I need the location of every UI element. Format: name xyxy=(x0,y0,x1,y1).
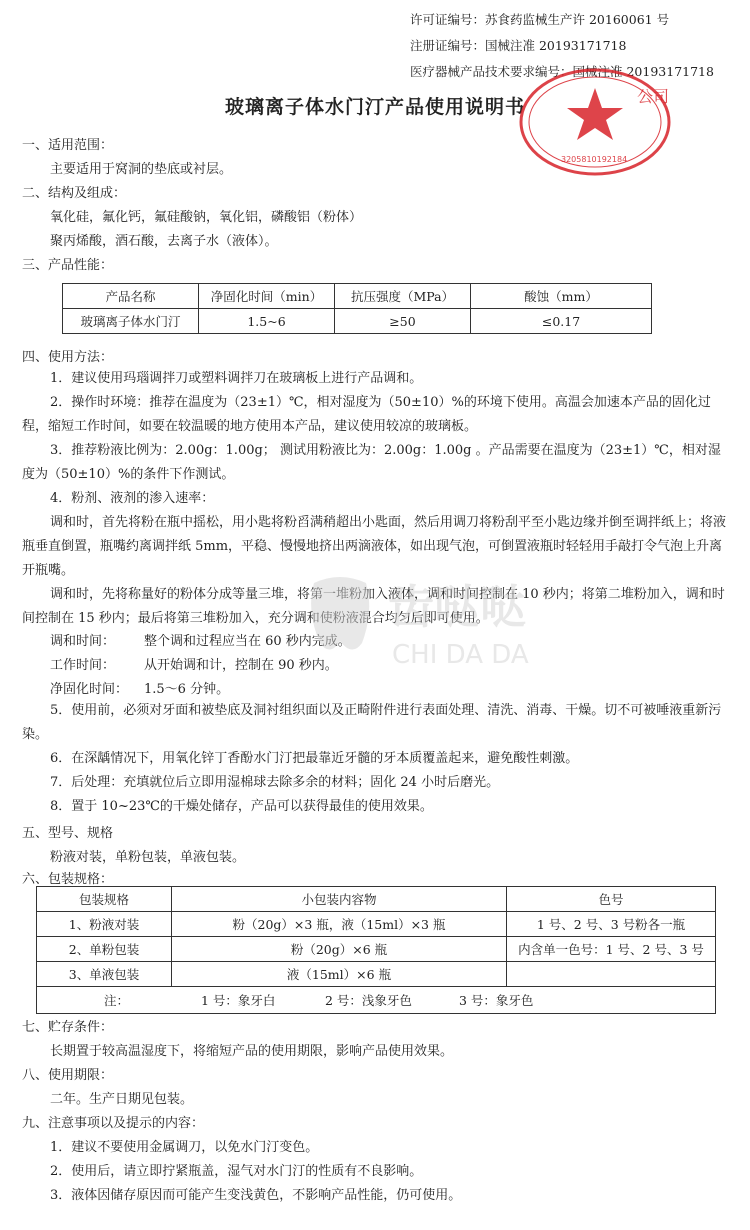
method-step-6: 6．在深龋情况下，用氧化锌丁香酚水门汀把最靠近牙髓的牙本质覆盖起来，避免酸性刺激。 xyxy=(50,751,579,766)
notice-1: 1．建议不要使用金属调刀，以免水门汀变色。 xyxy=(50,1140,319,1155)
work-time-label: 工作时间： xyxy=(50,658,116,673)
chidada-watermark-icon xyxy=(300,565,600,675)
pack-spec: 3、单液包装 xyxy=(37,962,172,987)
company-seal-icon xyxy=(515,62,675,182)
perf-header-strength: 抗压强度（MPa） xyxy=(335,284,471,309)
section-7-line: 长期置于较高温湿度下，将缩短产品的使用期限，影响产品使用效果。 xyxy=(50,1044,454,1059)
method-mixing-1: 调和时，首先将粉在瓶中摇松，用小匙将粉舀满稍超出小匙面，然后用调刀将粉刮平至小匙边缘并倒至调拌纸上；将液瓶垂直倒置，瓶嘴约离调拌纸 5mm，平稳、慢慢地挤出两滴液体，如出现气泡，可倒置液瓶时轻轻用手敲打令气泡上升离开瓶嘴。 xyxy=(22,515,727,578)
pack-note-1: 1 号：象牙白 xyxy=(200,993,276,1008)
section-8-heading: 八、使用期限： xyxy=(22,1068,114,1083)
section-1-heading: 一、适用范围： xyxy=(22,138,114,153)
page-title: 玻璃离子体水门汀产品使用说明书 xyxy=(224,96,525,118)
tech-requirement-number: 医疗器械产品技术要求编号：国械注准 20193171718 xyxy=(410,64,714,79)
perf-cell-time: 1.5~6 xyxy=(199,309,335,334)
pack-contents: 液（15ml）×6 瓶 xyxy=(172,962,507,987)
seal-code: 3205810192184 xyxy=(561,155,628,164)
pack-spec: 1、粉液对装 xyxy=(37,912,172,937)
pack-contents: 粉（20g）×6 瓶 xyxy=(172,937,507,962)
method-step-3: 3．推荐粉液比例为：2.00g：1.00g； 测试用粉液比为：2.00g：1.00g 。产品需要在温度为（23±1）℃，相对湿度为（50±10）%的条件下作测试。 xyxy=(22,443,721,482)
section-3-heading: 三、产品性能： xyxy=(22,258,114,273)
section-9-heading: 九、注意事项以及提示的内容： xyxy=(22,1116,205,1131)
perf-header-erosion: 酸蚀（mm） xyxy=(471,284,652,309)
pack-color xyxy=(507,962,716,987)
pack-note-label: 注： xyxy=(103,993,129,1008)
pack-spec: 2、单粉包装 xyxy=(37,937,172,962)
section-1-line: 主要适用于窝洞的垫底或衬层。 xyxy=(50,162,233,177)
section-6-heading: 六、包装规格： xyxy=(22,872,114,887)
pack-note-2: 2 号：浅象牙色 xyxy=(324,993,412,1008)
method-mixing-2: 调和时，先将称量好的粉体分成等量三堆，将第一堆粉加入液体，调和时间控制在 10 秒内；将第二堆粉加入，调和时间控制在 15 秒内；最后将第三堆粉加入，充分调和使粉液混合均匀后即可使用。 xyxy=(22,587,725,626)
pack-header-color: 色号 xyxy=(507,887,716,912)
notice-2: 2．使用后，请立即拧紧瓶盖，湿气对水门汀的性质有不良影响。 xyxy=(50,1164,423,1179)
section-7-heading: 七、贮存条件： xyxy=(22,1020,114,1035)
perf-cell-strength: ≥50 xyxy=(335,309,471,334)
method-step-2: 2．操作时环境：推荐在温度为（23±1）℃，相对湿度为（50±10）%的环境下使用。高温会加速本产品的固化过程，缩短工作时间，如要在较温暖的地方使用本产品，建议使用较凉的玻璃板。 xyxy=(22,395,711,434)
perf-header-time: 净固化时间（min） xyxy=(199,284,335,309)
perf-cell-name: 玻璃离子体水门汀 xyxy=(63,309,199,334)
watermark-en: CHI DA DA xyxy=(392,640,529,670)
perf-cell-erosion: ≤0.17 xyxy=(471,309,652,334)
registration-number: 注册证编号：国械注准 20193171718 xyxy=(410,38,627,53)
pack-notes xyxy=(37,987,716,1014)
performance-table xyxy=(62,283,652,334)
pack-color: 内含单一色号：1 号、2 号、3 号 xyxy=(507,937,716,962)
table-row xyxy=(37,937,716,962)
perf-header-name: 产品名称 xyxy=(63,284,199,309)
seal-text: 公司 xyxy=(637,87,670,106)
method-step-5: 5．使用前，必须对牙面和被垫底及洞衬组织面以及正畸附件进行表面处理、清洗、消毒、干燥。切不可被唾液重新污染。 xyxy=(22,703,722,742)
cure-time-value: 1.5～6 分钟。 xyxy=(144,682,230,697)
pack-note-3: 3 号：象牙色 xyxy=(458,993,534,1008)
method-step-7: 7．后处理：充填就位后立即用湿棉球去除多余的材料；固化 24 小时后磨光。 xyxy=(50,775,500,790)
table-row xyxy=(37,962,716,987)
license-number: 许可证编号：苏食药监械生产许 20160061 号 xyxy=(410,12,670,27)
pack-header-spec: 包装规格 xyxy=(37,887,172,912)
method-step-1: 1．建议使用玛瑙调拌刀或塑料调拌刀在玻璃板上进行产品调和。 xyxy=(50,371,423,386)
notice-3: 3．液体因储存原因而可能产生变浅黄色，不影响产品性能，仍可使用。 xyxy=(50,1188,462,1203)
cure-time-label: 净固化时间： xyxy=(50,682,129,697)
section-5-heading: 五、型号、规格 xyxy=(22,826,114,841)
mix-time-label: 调和时间： xyxy=(50,634,116,649)
section-8-line: 二年。生产日期见包装。 xyxy=(50,1092,194,1107)
pack-contents: 粉（20g）×3 瓶，液（15ml）×3 瓶 xyxy=(172,912,507,937)
section-5-line: 粉液对装，单粉包装，单液包装。 xyxy=(50,850,246,865)
table-row xyxy=(37,912,716,937)
packaging-table xyxy=(36,886,716,1014)
mix-time-value: 整个调和过程应当在 60 秒内完成。 xyxy=(144,634,351,649)
section-4-heading: 四、使用方法： xyxy=(22,350,114,365)
method-step-8: 8．置于 10~23℃的干燥处储存，产品可以获得最佳的使用效果。 xyxy=(50,799,433,814)
work-time-value: 从开始调和计，控制在 90 秒内。 xyxy=(144,658,338,673)
composition-liquid: 聚丙烯酸，酒石酸，去离子水（液体）。 xyxy=(50,234,278,249)
composition-powder: 氧化硅，氟化钙，氟硅酸钠，氧化铝，磷酸铝（粉体） xyxy=(50,210,363,225)
section-2-heading: 二、结构及组成： xyxy=(22,186,127,201)
method-step-4: 4．粉剂、液剂的渗入速率： xyxy=(50,491,215,506)
watermark-cn: 齿哒哒 xyxy=(388,580,526,634)
pack-color: 1 号、2 号、3 号粉各一瓶 xyxy=(507,912,716,937)
pack-header-contents: 小包装内容物 xyxy=(172,887,507,912)
